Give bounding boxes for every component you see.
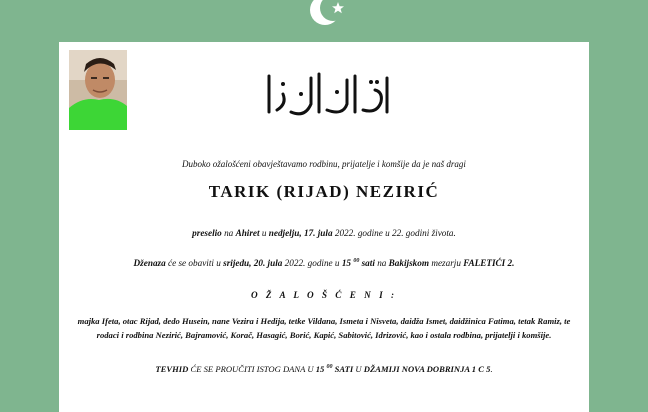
- deceased-name: TARIK (RIJAD) NEZIRIĆ: [208, 182, 440, 201]
- death-notice-line: preselio na Ahiret u nedjelju, 17. jula 2022. godine u 22. godini života.: [192, 228, 456, 238]
- tevhid-notice: TEVHID ĆE SE PROUČITI ISTOG DANA U 15 $^{00}$ SATI U DŽAMIJI NOVA DOBRINJA 1 C 5.: [155, 364, 493, 374]
- crescent-star-icon: [302, 0, 352, 36]
- mourners-heading: O Ž A L O Š Ć E N I :: [250, 290, 398, 300]
- deceased-photo: [69, 50, 127, 130]
- mourners-list: majka Ifeta, otac Rijad, dedo Husein, nane Vezira i Hedija, tetke Vildana, Ismeta i Nisveta, daidža Ismet, daidžinica Fatima, tetak Ramiz, te rodaci i rodbina Nezirić, Bajramović, Korač, Hasagić, Borić, Kapić, Sabitović, Idrizović, kao i ostala rodbina, prijatelji i komšije.: [77, 316, 571, 340]
- funeral-notice-line: Dženaza će se obaviti u srijedu, 20. jula 2022. godine u 15 $^{00}$ sati na Bakijskom mezarju FALETIĆI 2.: [133, 258, 515, 268]
- arabic-calligraphy-logo: [257, 64, 397, 122]
- obituary-card: [59, 42, 589, 412]
- intro-text: Duboko ožalošćeni obavještavamo rodbinu, prijatelje i komšije da je naš dragi: [182, 159, 466, 169]
